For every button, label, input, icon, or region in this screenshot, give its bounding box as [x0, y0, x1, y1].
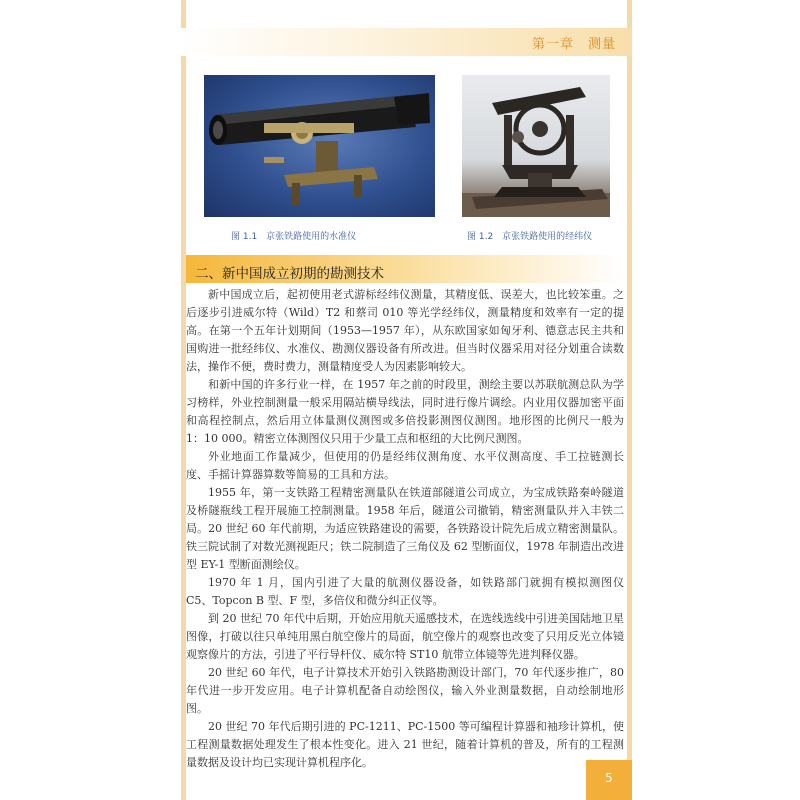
- theodolite-photo: [462, 75, 610, 217]
- body-text: [186, 286, 624, 772]
- chapter-header: 第一章 测量: [531, 37, 616, 52]
- paragraph: 和新中国的许多行业一样，在 1957 年之前的时段里，测绘主要以苏联航测总队为学习榜样，外业控制测量一般采用隔站横导线法，同时进行像片调绘。内业用仪器加密平面和高程控制点，然后用立体量测仪测图或多倍投影测图仪测图。地形图的比例尺一般为 1：10 000。精密立体测图仪只用于少量工点和枢纽的大比例尺测图。: [186, 378, 624, 445]
- figure-1-1-caption: 图 1.1 京张铁路使用的水准仪: [231, 232, 357, 242]
- theodolite-illustration: [462, 75, 610, 217]
- paragraph: 外业地面工作量减少，但使用的仍是经纬仪测角度、水平仪测高度、手工拉链测长度、手摇计算器算数等简易的工具和方法。: [186, 450, 624, 481]
- paragraph: 新中国成立后，起初使用老式游标经纬仪测量，其精度低、误差大，也比较笨重。之后逐步引进威尔特（Wild）T2 和蔡司 010 等光学经纬仪，测量精度和效率有一定的提高。在第一个五年计划期间（1953—1957 年），从东欧国家如匈牙利、德意志民主共和国购进一批经纬仪、水准仪、勘测仪器设备有所改进。但当时仪器采用对径分划重合读数法，操作不便，费时费力，测量精度受人为因素影响较大。: [186, 288, 624, 373]
- figure-1-2-caption: 图 1.2 京张铁路使用的经纬仪: [467, 232, 593, 242]
- paragraph: 到 20 世纪 70 年代中后期，开始应用航天遥感技术，在选线选线中引进美国陆地卫星图像，打破以往只单纯用黑白航空像片的局面，航空像片的观察也改变了只用反光立体镜观察像片的方法，引进了平行导杆仪、威尔特 ST10 航带立体镜等先进判释仪器。: [186, 612, 624, 661]
- level-instrument-photo: [204, 75, 435, 217]
- page-number: 5: [586, 760, 632, 800]
- right-decorative-strip: [627, 0, 632, 800]
- paragraph: 1970 年 1 月，国内引进了大量的航测仪器设备，如铁路部门就拥有模拟测图仪 C5、Topcon B 型、F 型，多倍仪和微分纠正仪等。: [186, 576, 624, 607]
- paragraph: 20 世纪 60 年代，电子计算技术开始引入铁路勘测设计部门，70 年代逐步推广，80 年代进一步开发应用。电子计算机配备自动绘图仪，输入外业测量数据，自动绘制地形图。: [186, 666, 624, 715]
- section-title: 二、新中国成立初期的勘测技术: [195, 266, 384, 282]
- paragraph: 20 世纪 70 年代后期引进的 PC-1211、PC-1500 等可编程计算器和袖珍计算机，使工程测量数据处理发生了根本性变化。进入 21 世纪，随着计算机的普及，所有的工程测量数据及设计均已实现计算机程序化。: [186, 720, 624, 769]
- paragraph: 1955 年，第一支铁路工程精密测量队在铁道部隧道公司成立，为宝成铁路秦岭隧道及桥隧瓶线工程开展施工控制测量。1958 年后，隧道公司撤销，精密测量队并入丰铁二局。20 世纪 60 年代前期，为适应铁路建设的需要，各铁路设计院先后成立精密测量队。铁三院试制了对数光测视距尺；铁二院制造了三角仪及 62 型断面仪，1978 年制造出改进型 EY-1 型断面测绘仪。: [186, 486, 624, 571]
- level-instrument-illustration: [204, 75, 435, 217]
